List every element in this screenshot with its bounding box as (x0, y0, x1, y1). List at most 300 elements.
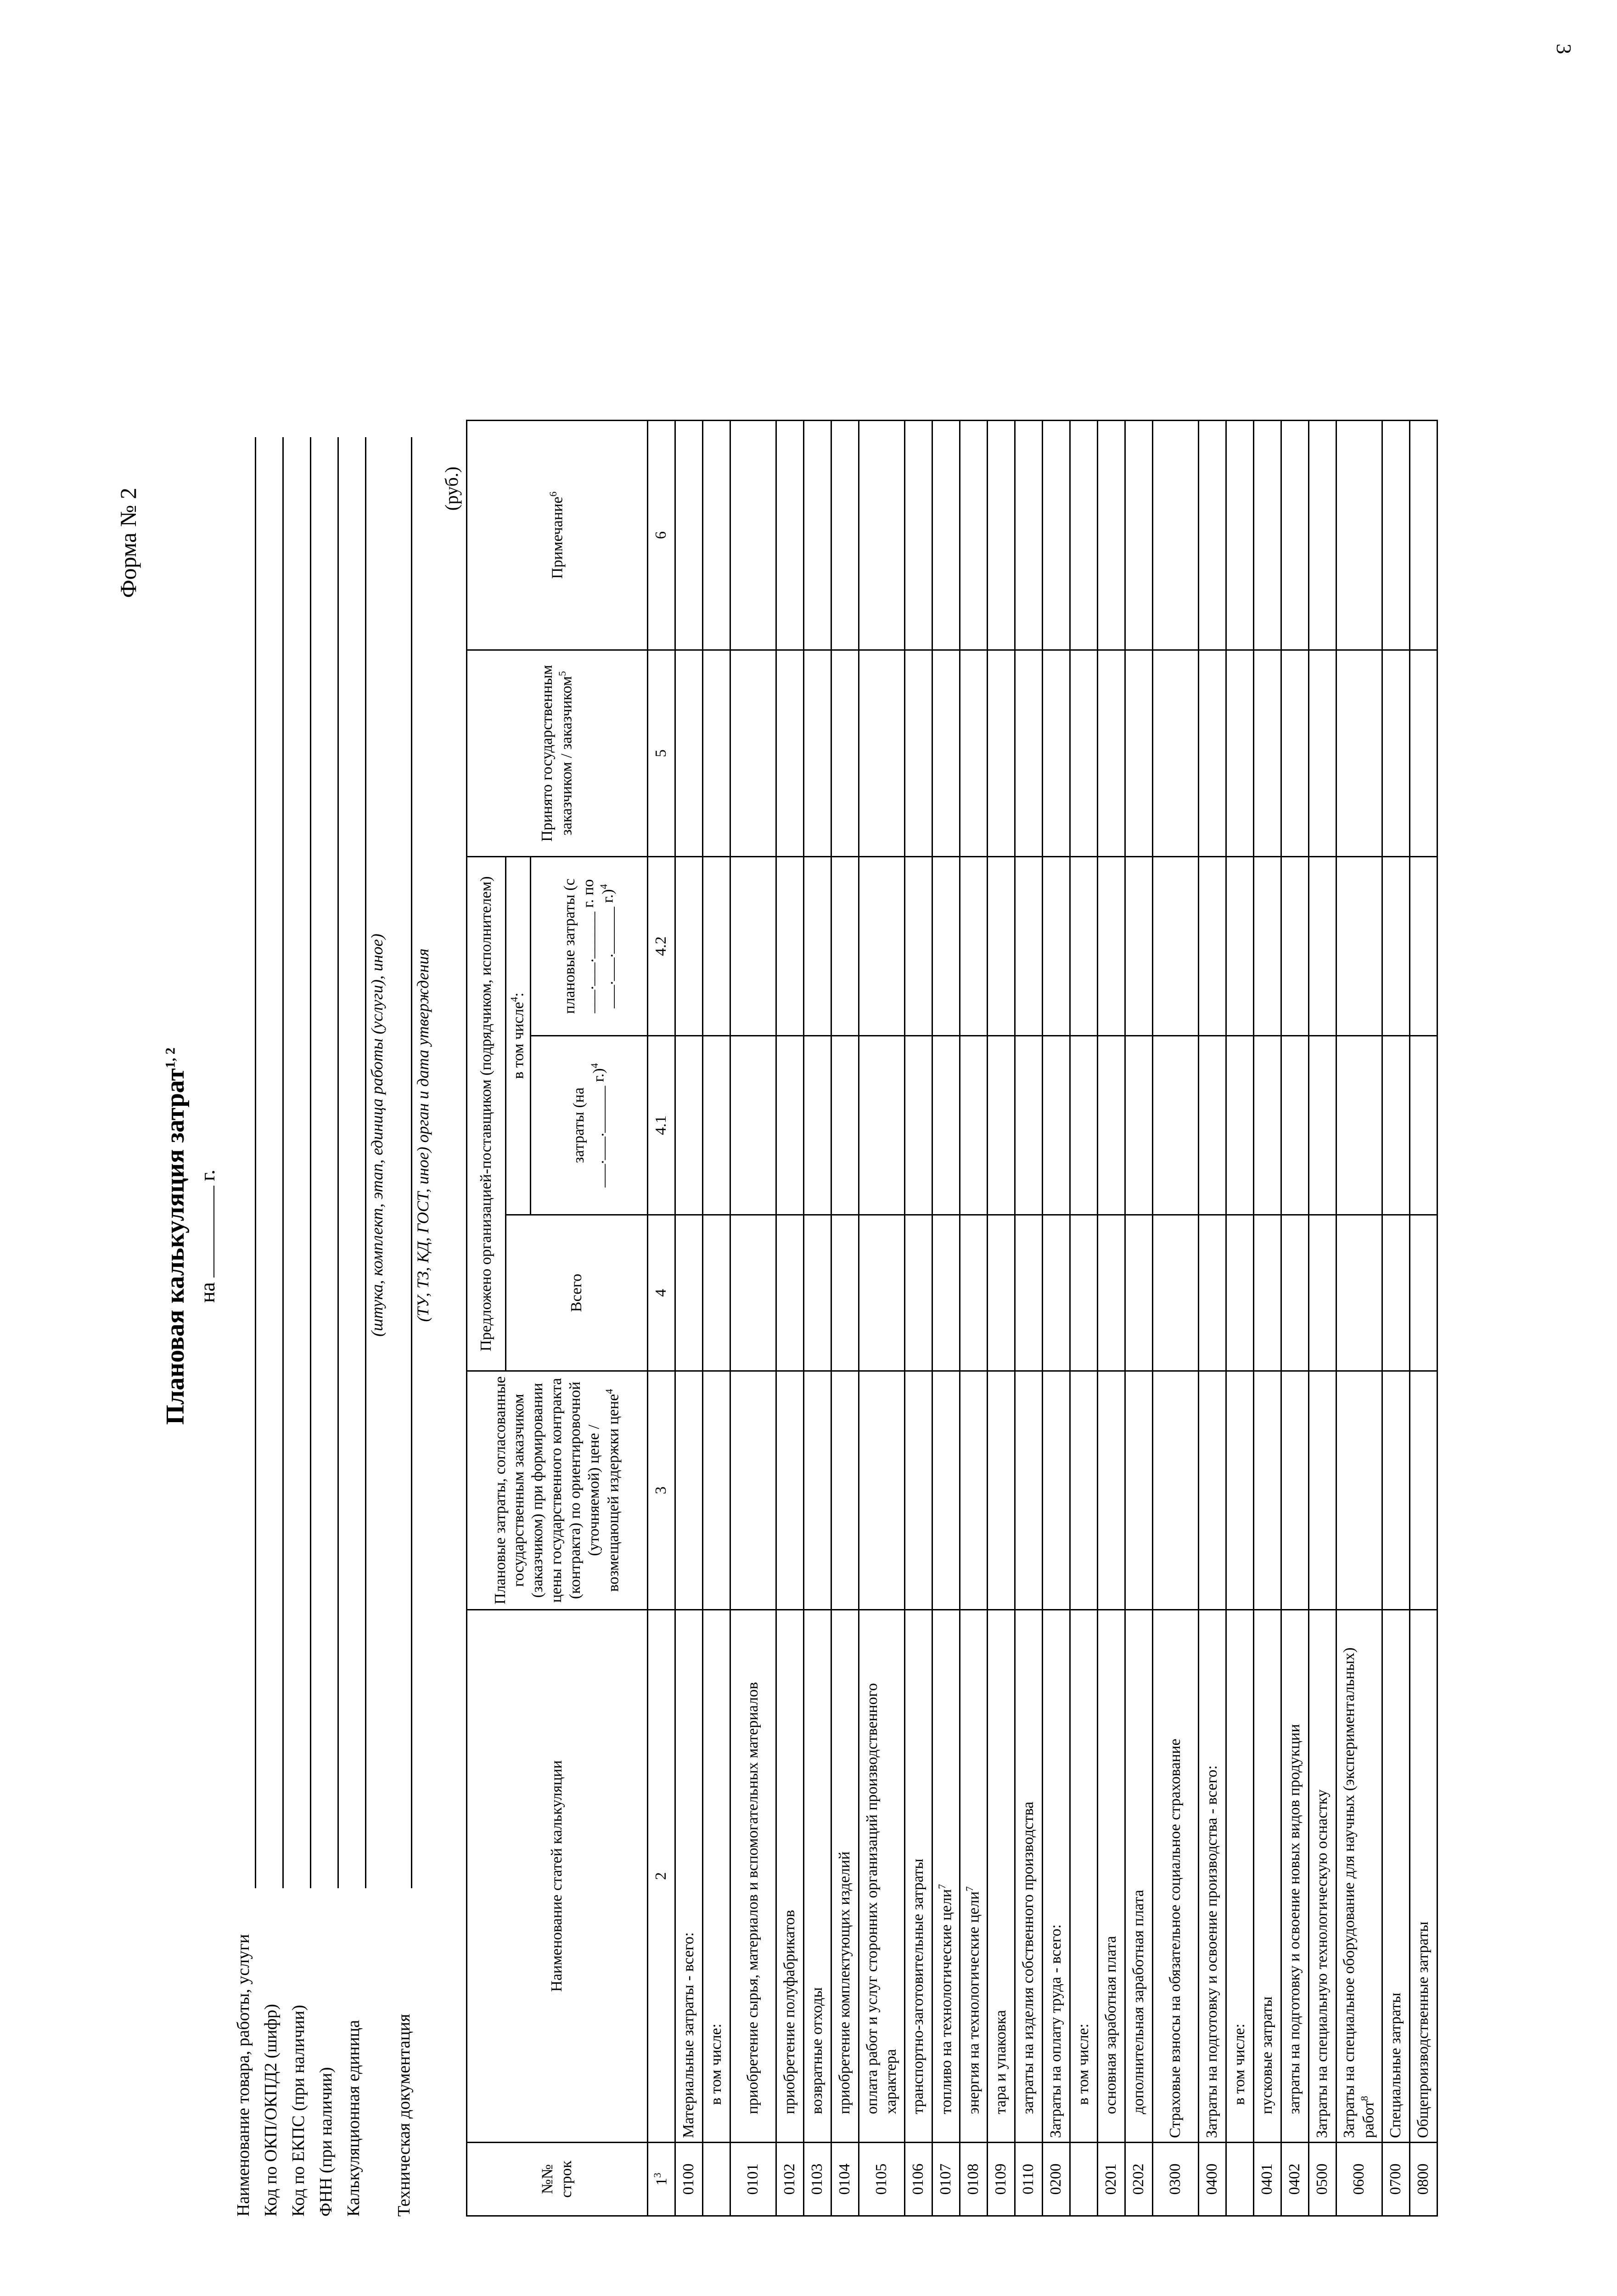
row-name (905, 1610, 932, 2143)
value-cell[interactable] (1070, 420, 1098, 650)
row-name (730, 1610, 776, 2143)
table-row (1410, 420, 1437, 2216)
value-cell[interactable] (1125, 420, 1153, 650)
value-cell[interactable] (1043, 1371, 1070, 1610)
value-cell[interactable] (859, 420, 905, 650)
row-name-text: топливо на технологические цели (938, 1889, 955, 2114)
header-field: Наименование товара, работы, услуги (234, 1934, 253, 2217)
value-cell[interactable] (859, 650, 905, 856)
value-cell[interactable] (960, 856, 988, 1035)
col-header-costs-on-footnote: 4 (588, 1063, 600, 1069)
value-cell[interactable] (905, 650, 932, 856)
row-name (1309, 1610, 1336, 2143)
value-cell[interactable] (1254, 1036, 1281, 1215)
value-cell[interactable] (1281, 856, 1309, 1035)
value-cell[interactable] (776, 1215, 804, 1371)
col-header-incl: в том числе$^4$: (506, 856, 531, 1215)
value-cell[interactable] (905, 1215, 932, 1371)
value-cell[interactable] (932, 1036, 960, 1215)
table-row (703, 420, 730, 2216)
value-cell[interactable] (1309, 650, 1336, 856)
value-cell[interactable] (703, 650, 730, 856)
value-cell[interactable] (703, 856, 730, 1035)
row-name (1015, 1610, 1043, 2143)
value-cell[interactable] (1281, 1215, 1309, 1371)
row-code: 0300 (1153, 2143, 1199, 2216)
row-code: 0108 (960, 2143, 988, 2216)
value-cell[interactable] (1336, 856, 1382, 1035)
unit-note: (штука, комплект, этап, единица работы (услуги), иное) (368, 934, 386, 1337)
col-header-accepted-text: Принято государственным заказчиком / заказчиком (538, 664, 575, 842)
row-name-text: Затраты на оплату труда - всего: (1047, 1924, 1065, 2138)
table-row (776, 420, 804, 2216)
value-cell[interactable] (859, 1215, 905, 1371)
title-text: Плановая калькуляция затрат (161, 1068, 190, 1425)
table-row (1043, 420, 1070, 2216)
title-on: на (196, 1282, 219, 1303)
value-cell[interactable] (776, 1036, 804, 1215)
value-cell[interactable] (960, 1215, 988, 1371)
row-name-text: дополнительная заработная плата (1130, 1890, 1147, 2114)
value-cell[interactable] (1309, 1215, 1336, 1371)
value-cell[interactable] (932, 1215, 960, 1371)
row-name (988, 1610, 1015, 2143)
value-cell[interactable] (1410, 650, 1437, 856)
table-row (730, 420, 776, 2216)
col-header-accepted-footnote: 5 (556, 671, 568, 676)
row-name (1336, 1610, 1382, 2143)
value-cell[interactable] (1015, 1215, 1043, 1371)
value-cell[interactable] (804, 1036, 831, 1215)
value-cell[interactable] (1281, 650, 1309, 856)
value-cell[interactable] (1382, 650, 1410, 856)
table-row (1309, 420, 1336, 2216)
title-date (195, 892, 219, 1581)
row-name-text: затраты на изделия собственного производства (1020, 1801, 1037, 2114)
col-header-agreed-footnote: 4 (603, 1389, 615, 1394)
value-cell[interactable] (1153, 420, 1199, 650)
value-cell[interactable] (1410, 420, 1437, 650)
row-code: 0402 (1281, 2143, 1309, 2216)
value-cell[interactable] (1015, 856, 1043, 1035)
value-cell[interactable] (831, 1371, 859, 1610)
value-cell[interactable] (730, 1036, 776, 1215)
value-cell[interactable] (1043, 1036, 1070, 1215)
row-code: 0105 (859, 2143, 905, 2216)
value-cell[interactable] (1153, 1371, 1199, 1610)
value-cell[interactable] (730, 1215, 776, 1371)
row-name (1410, 1610, 1437, 2143)
row-name-text: приобретение комплектующих изделий (836, 1851, 853, 2114)
value-cell[interactable] (932, 856, 960, 1035)
row-name-text: в том числе: (1075, 2023, 1092, 2105)
value-cell[interactable] (831, 420, 859, 650)
value-cell[interactable] (988, 650, 1015, 856)
value-cell[interactable] (1043, 650, 1070, 856)
value-cell[interactable] (1226, 1036, 1254, 1215)
value-cell[interactable] (675, 1215, 703, 1371)
row-name (1070, 1610, 1098, 2143)
value-cell[interactable] (960, 1371, 988, 1610)
col-header-accepted (467, 650, 648, 856)
table-row (1226, 420, 1254, 2216)
value-cell[interactable] (1098, 650, 1125, 856)
row-name-text: Материальные затраты - всего: (680, 1932, 697, 2138)
value-cell[interactable] (1254, 650, 1281, 856)
value-cell[interactable] (703, 1036, 730, 1215)
value-cell[interactable] (1382, 420, 1410, 650)
form-label: Форма № 2 (115, 488, 141, 598)
col-header-name: Наименование статей калькуляции (467, 1610, 648, 2143)
value-cell[interactable] (1226, 1215, 1254, 1371)
value-cell[interactable] (1199, 856, 1226, 1035)
value-cell[interactable] (1125, 1371, 1153, 1610)
value-cell[interactable] (1281, 1371, 1309, 1610)
value-cell[interactable] (1382, 1371, 1410, 1610)
value-cell[interactable] (1382, 856, 1410, 1035)
value-cell[interactable] (1226, 856, 1254, 1035)
value-cell[interactable] (859, 1371, 905, 1610)
field-line (282, 437, 284, 1888)
value-cell[interactable] (1125, 650, 1153, 856)
table-body (675, 420, 1437, 2216)
header-field: Калькуляционная единица (344, 2020, 363, 2217)
value-cell[interactable] (831, 856, 859, 1035)
table-row (675, 420, 703, 2216)
row-code: 0109 (988, 2143, 1015, 2216)
value-cell[interactable] (1226, 650, 1254, 856)
value-cell[interactable] (1070, 856, 1098, 1035)
value-cell[interactable] (1043, 1215, 1070, 1371)
value-cell[interactable] (703, 420, 730, 650)
value-cell[interactable] (988, 856, 1015, 1035)
value-cell[interactable] (988, 1215, 1015, 1371)
value-cell[interactable] (960, 1036, 988, 1215)
value-cell[interactable] (1254, 1371, 1281, 1610)
row-name (1043, 1610, 1070, 2143)
table-row (1382, 420, 1410, 2216)
value-cell[interactable] (1070, 1371, 1098, 1610)
row-name (932, 1610, 960, 2143)
value-cell[interactable] (960, 420, 988, 650)
row-footnote: 7 (964, 1886, 976, 1891)
row-name-text: Затраты на специальное оборудование для научных (экспериментальных) работ (1340, 1647, 1377, 2138)
col-header-proposed: Предложено организацией-поставщиком (подрядчиком, исполнителем) (467, 856, 506, 1371)
doc-note: (ТУ, ТЗ, КД, ГОСТ, иное) орган и дата утверждения (414, 948, 432, 1322)
value-cell[interactable] (675, 650, 703, 856)
date-blank (213, 1186, 214, 1277)
value-cell[interactable] (804, 650, 831, 856)
value-cell[interactable] (1336, 1215, 1382, 1371)
value-cell[interactable] (1153, 650, 1199, 856)
value-cell[interactable] (776, 856, 804, 1035)
value-cell[interactable] (776, 1371, 804, 1610)
table-row (1098, 420, 1125, 2216)
value-cell[interactable] (703, 1215, 730, 1371)
row-code: 0200 (1043, 2143, 1070, 2216)
value-cell[interactable] (1410, 1036, 1437, 1215)
row-code (703, 2143, 730, 2216)
row-name-text: Общепроизводственные затраты (1415, 1921, 1432, 2138)
row-code (1070, 2143, 1098, 2216)
row-code: 0600 (1336, 2143, 1382, 2216)
row-name (703, 1610, 730, 2143)
value-cell[interactable] (960, 650, 988, 856)
value-cell[interactable] (1226, 420, 1254, 650)
value-cell[interactable] (1015, 650, 1043, 856)
value-cell[interactable] (1125, 856, 1153, 1035)
value-cell[interactable] (1043, 856, 1070, 1035)
row-name (776, 1610, 804, 2143)
row-code: 0500 (1309, 2143, 1336, 2216)
value-cell[interactable] (1199, 420, 1226, 650)
value-cell[interactable] (703, 1371, 730, 1610)
col-header-incl-text: в том числе (510, 1002, 527, 1079)
col-number-text: 1 (653, 2178, 670, 2186)
value-cell[interactable] (1410, 856, 1437, 1035)
row-code: 0101 (730, 2143, 776, 2216)
row-code: 0401 (1254, 2143, 1281, 2216)
value-cell[interactable] (1043, 420, 1070, 650)
value-cell[interactable] (1309, 1371, 1336, 1610)
col-header-planned-from-text: плановые затраты (с ___.___.______ г. по ___.___.______ г.) (561, 878, 617, 1014)
row-name (859, 1610, 905, 2143)
row-name-text: приобретение полуфабрикатов (781, 1910, 798, 2114)
value-cell[interactable] (1226, 1371, 1254, 1610)
value-cell[interactable] (1125, 1215, 1153, 1371)
value-cell[interactable] (804, 1371, 831, 1610)
value-cell[interactable] (905, 1371, 932, 1610)
row-name-text: Затраты на специальную технологическую оснастку (1314, 1789, 1331, 2138)
header-field: Код по ЕКПС (при наличии) (289, 2005, 308, 2217)
row-name (1199, 1610, 1226, 2143)
value-cell[interactable] (1070, 1215, 1098, 1371)
value-cell[interactable] (1070, 650, 1098, 856)
row-name (1254, 1610, 1281, 2143)
value-cell[interactable] (859, 1036, 905, 1215)
value-cell[interactable] (1410, 1371, 1437, 1610)
value-cell[interactable] (1336, 650, 1382, 856)
value-cell[interactable] (988, 1036, 1015, 1215)
row-code: 0201 (1098, 2143, 1125, 2216)
value-cell[interactable] (675, 1036, 703, 1215)
table-row (988, 420, 1015, 2216)
value-cell[interactable] (831, 1036, 859, 1215)
value-cell[interactable] (932, 420, 960, 650)
calculation-table (466, 420, 1438, 2217)
value-cell[interactable] (905, 420, 932, 650)
col-header-incl-footnote: 4 (508, 996, 520, 1002)
row-code: 0700 (1382, 2143, 1410, 2216)
value-cell[interactable] (675, 1371, 703, 1610)
value-cell[interactable] (1098, 856, 1125, 1035)
row-name-text: оплата работ и услуг сторонних организаций производственного характера (863, 1683, 899, 2114)
value-cell[interactable] (1098, 1036, 1125, 1215)
value-cell[interactable] (988, 420, 1015, 650)
col-header-remark-text: Примечание (549, 496, 566, 579)
value-cell[interactable] (1098, 1371, 1125, 1610)
table-row (1153, 420, 1199, 2216)
value-cell[interactable] (1199, 650, 1226, 856)
col-header-agreed (467, 1371, 648, 1610)
value-cell[interactable] (1336, 420, 1382, 650)
row-name-text: Страховые взносы на обязательное социальное страхование (1167, 1739, 1184, 2138)
title-year: г. (196, 1169, 219, 1182)
row-name (675, 1610, 703, 2143)
value-cell[interactable] (1199, 1036, 1226, 1215)
row-code: 0800 (1410, 2143, 1437, 2216)
col-number: 4.1 (648, 1036, 675, 1215)
header-field: Код по ОКП/ОКПД2 (шифр) (261, 2004, 281, 2217)
col-header-num: №№ строк (467, 2143, 648, 2216)
row-code: 0102 (776, 2143, 804, 2216)
value-cell[interactable] (1098, 420, 1125, 650)
table-row (1336, 420, 1382, 2216)
row-name-text: Специальные затраты (1387, 1992, 1404, 2138)
value-cell[interactable] (932, 1371, 960, 1610)
col-number: 5 (648, 650, 675, 856)
col-header-remark-footnote: 6 (547, 491, 559, 497)
row-name (1382, 1610, 1410, 2143)
table-row (1125, 420, 1153, 2216)
table-row (1281, 420, 1309, 2216)
table-row (905, 420, 932, 2216)
row-name-text: приобретение сырья, материалов и вспомогательных материалов (744, 1682, 762, 2114)
row-code (1226, 2143, 1254, 2216)
field-line (365, 437, 366, 1888)
row-name-text: Затраты на подготовку и освоение производства - всего: (1203, 1765, 1221, 2138)
table-row (932, 420, 960, 2216)
value-cell[interactable] (804, 420, 831, 650)
row-name (1226, 1610, 1254, 2143)
page-title (161, 892, 190, 1581)
row-name-text: в том числе: (707, 2023, 725, 2105)
table-row (1254, 420, 1281, 2216)
col-header-costs-on-text: затраты (на ___.___.______ г.) (570, 1068, 607, 1187)
col-header-planned-from (531, 856, 648, 1035)
row-name-text: энергия на технологические цели (965, 1891, 983, 2114)
row-footnote: 8 (1359, 2096, 1370, 2101)
value-cell[interactable] (1199, 1215, 1226, 1371)
field-line (411, 437, 412, 1888)
row-code: 0202 (1125, 2143, 1153, 2216)
value-cell[interactable] (932, 650, 960, 856)
row-footnote: 7 (936, 1884, 948, 1889)
col-number: 2 (648, 1610, 675, 2143)
col-number (648, 2143, 675, 2216)
value-cell[interactable] (730, 1371, 776, 1610)
value-cell[interactable] (1254, 856, 1281, 1035)
field-line (310, 437, 311, 1888)
value-cell[interactable] (905, 1036, 932, 1215)
currency-note: (руб.) (441, 467, 462, 511)
table-row (804, 420, 831, 2216)
value-cell[interactable] (1015, 1036, 1043, 1215)
value-cell[interactable] (1309, 1036, 1336, 1215)
value-cell[interactable] (1098, 1215, 1125, 1371)
value-cell[interactable] (1382, 1036, 1410, 1215)
row-name (960, 1610, 988, 2143)
col-header-costs-on (531, 1036, 648, 1215)
row-code: 0107 (932, 2143, 960, 2216)
value-cell[interactable] (1309, 856, 1336, 1035)
value-cell[interactable] (1125, 1036, 1153, 1215)
value-cell[interactable] (1254, 1215, 1281, 1371)
table-row (859, 420, 905, 2216)
col-header-planned-from-footnote: 4 (598, 884, 610, 889)
col-number: 3 (648, 1371, 675, 1610)
value-cell[interactable] (1336, 1371, 1382, 1610)
col-header-total: Всего (506, 1215, 648, 1371)
value-cell[interactable] (1153, 1215, 1199, 1371)
value-cell[interactable] (1153, 856, 1199, 1035)
header-field: Техническая документация (394, 2014, 414, 2217)
value-cell[interactable] (804, 856, 831, 1035)
row-name-text: пусковые затраты (1258, 1996, 1276, 2114)
col-number: 6 (648, 420, 675, 650)
value-cell[interactable] (1153, 1036, 1199, 1215)
value-cell[interactable] (1070, 1036, 1098, 1215)
row-code: 0103 (804, 2143, 831, 2216)
value-cell[interactable] (1199, 1371, 1226, 1610)
value-cell[interactable] (988, 1371, 1015, 1610)
page-number: 3 (1552, 44, 1576, 54)
value-cell[interactable] (859, 856, 905, 1035)
value-cell[interactable] (1281, 1036, 1309, 1215)
row-code: 0106 (905, 2143, 932, 2216)
value-cell[interactable] (730, 856, 776, 1035)
row-name-text: затраты на подготовку и освоение новых видов продукции (1286, 1724, 1303, 2114)
value-cell[interactable] (776, 420, 804, 650)
row-code: 0100 (675, 2143, 703, 2216)
value-cell[interactable] (675, 856, 703, 1035)
value-cell[interactable] (1254, 420, 1281, 650)
row-name (1153, 1610, 1199, 2143)
row-name-text: основная заработная плата (1102, 1936, 1120, 2114)
row-code: 0104 (831, 2143, 859, 2216)
table-row (1015, 420, 1043, 2216)
header-field: ФНН (при наличии) (316, 2067, 336, 2217)
value-cell[interactable] (831, 650, 859, 856)
value-cell[interactable] (1015, 420, 1043, 650)
value-cell[interactable] (1382, 1215, 1410, 1371)
col-header-agreed-text: Плановые затраты, согласованные государственным заказчиком (заказчиком) при формировании цены государственного контракта (контракта) по ориентировочной (уточняемой) цене / возмещающей издержки цене (491, 1376, 622, 1604)
table-row (1070, 420, 1098, 2216)
value-cell[interactable] (1015, 1371, 1043, 1610)
value-cell[interactable] (776, 650, 804, 856)
title-footnote: 1, 2 (163, 1047, 178, 1069)
row-name-text: тара и упаковка (992, 2010, 1010, 2114)
field-line (255, 437, 256, 1888)
value-cell[interactable] (1336, 1036, 1382, 1215)
col-number-footnote: 3 (651, 2172, 663, 2178)
value-cell[interactable] (730, 650, 776, 856)
row-code: 0110 (1015, 2143, 1043, 2216)
value-cell[interactable] (1309, 420, 1336, 650)
value-cell[interactable] (831, 1215, 859, 1371)
row-name (804, 1610, 831, 2143)
value-cell[interactable] (1410, 1215, 1437, 1371)
value-cell[interactable] (730, 420, 776, 650)
field-line (337, 437, 339, 1888)
row-name (1098, 1610, 1125, 2143)
value-cell[interactable] (905, 856, 932, 1035)
row-code: 0400 (1199, 2143, 1226, 2216)
value-cell[interactable] (1281, 420, 1309, 650)
value-cell[interactable] (804, 1215, 831, 1371)
value-cell[interactable] (675, 420, 703, 650)
row-name-text: транспортно-заготовительные затраты (910, 1858, 927, 2114)
